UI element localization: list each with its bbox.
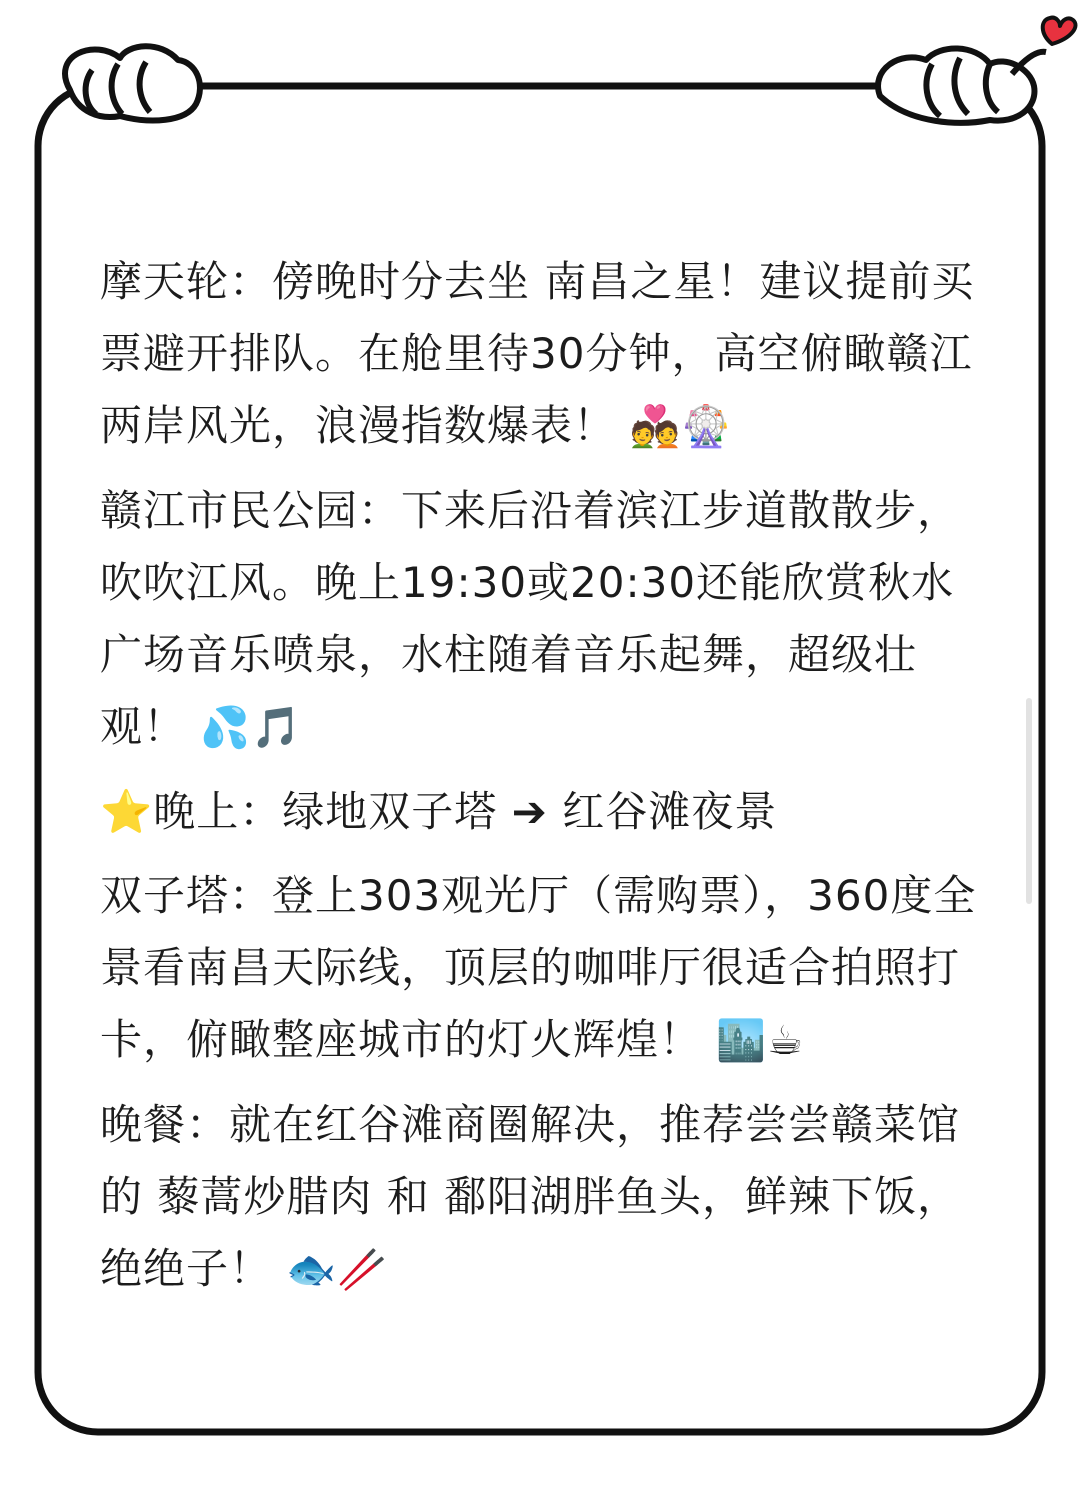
heart-icon — [1043, 18, 1076, 44]
left-hand-icon — [65, 46, 200, 120]
fish-chopsticks-icon: 🐟🥢 — [286, 1247, 388, 1293]
couple-ferris-wheel-icon: 💑🎡 — [630, 404, 732, 450]
article-body — [100, 246, 990, 1318]
paragraph-text: 晚餐：就在红谷滩商圈解决，推荐尝尝赣菜馆的 藜蒿炒腊肉 和 鄱阳湖胖鱼头，鲜辣下饭，绝绝子！ — [100, 1100, 961, 1293]
section-heading-evening — [100, 776, 990, 848]
heading-text: ⭐晚上：绿地双子塔 ➔ 红谷滩夜景 — [100, 787, 778, 836]
right-hand-icon — [878, 48, 1046, 122]
paragraph-text: 摩天轮：傍晚时分去坐 南昌之星！建议提前买票避开排队。在舱里待30分钟，高空俯瞰赣江两岸风光，浪漫指数爆表！ — [100, 257, 975, 450]
paragraph-text: 赣江市民公园：下来后沿着滨江步道散散步，吹吹江风。晚上19:30或20:30还能欣赏秋水广场音乐喷泉，水柱随着音乐起舞，超级壮观！ — [100, 486, 961, 751]
water-music-icon: 💦🎵 — [200, 705, 302, 751]
city-coffee-icon: 🏙️☕ — [716, 1018, 805, 1064]
paragraph-citizen-park — [100, 475, 990, 764]
paragraph-twin-towers — [100, 860, 990, 1077]
paragraph-text: 双子塔：登上303观光厅（需购票），360度全景看南昌天际线，顶层的咖啡厅很适合拍照打卡，俯瞰整座城市的灯火辉煌！ — [100, 871, 977, 1064]
paragraph-ferris-wheel — [100, 246, 990, 463]
paragraph-dinner — [100, 1089, 990, 1306]
scrollbar[interactable] — [1026, 698, 1032, 904]
